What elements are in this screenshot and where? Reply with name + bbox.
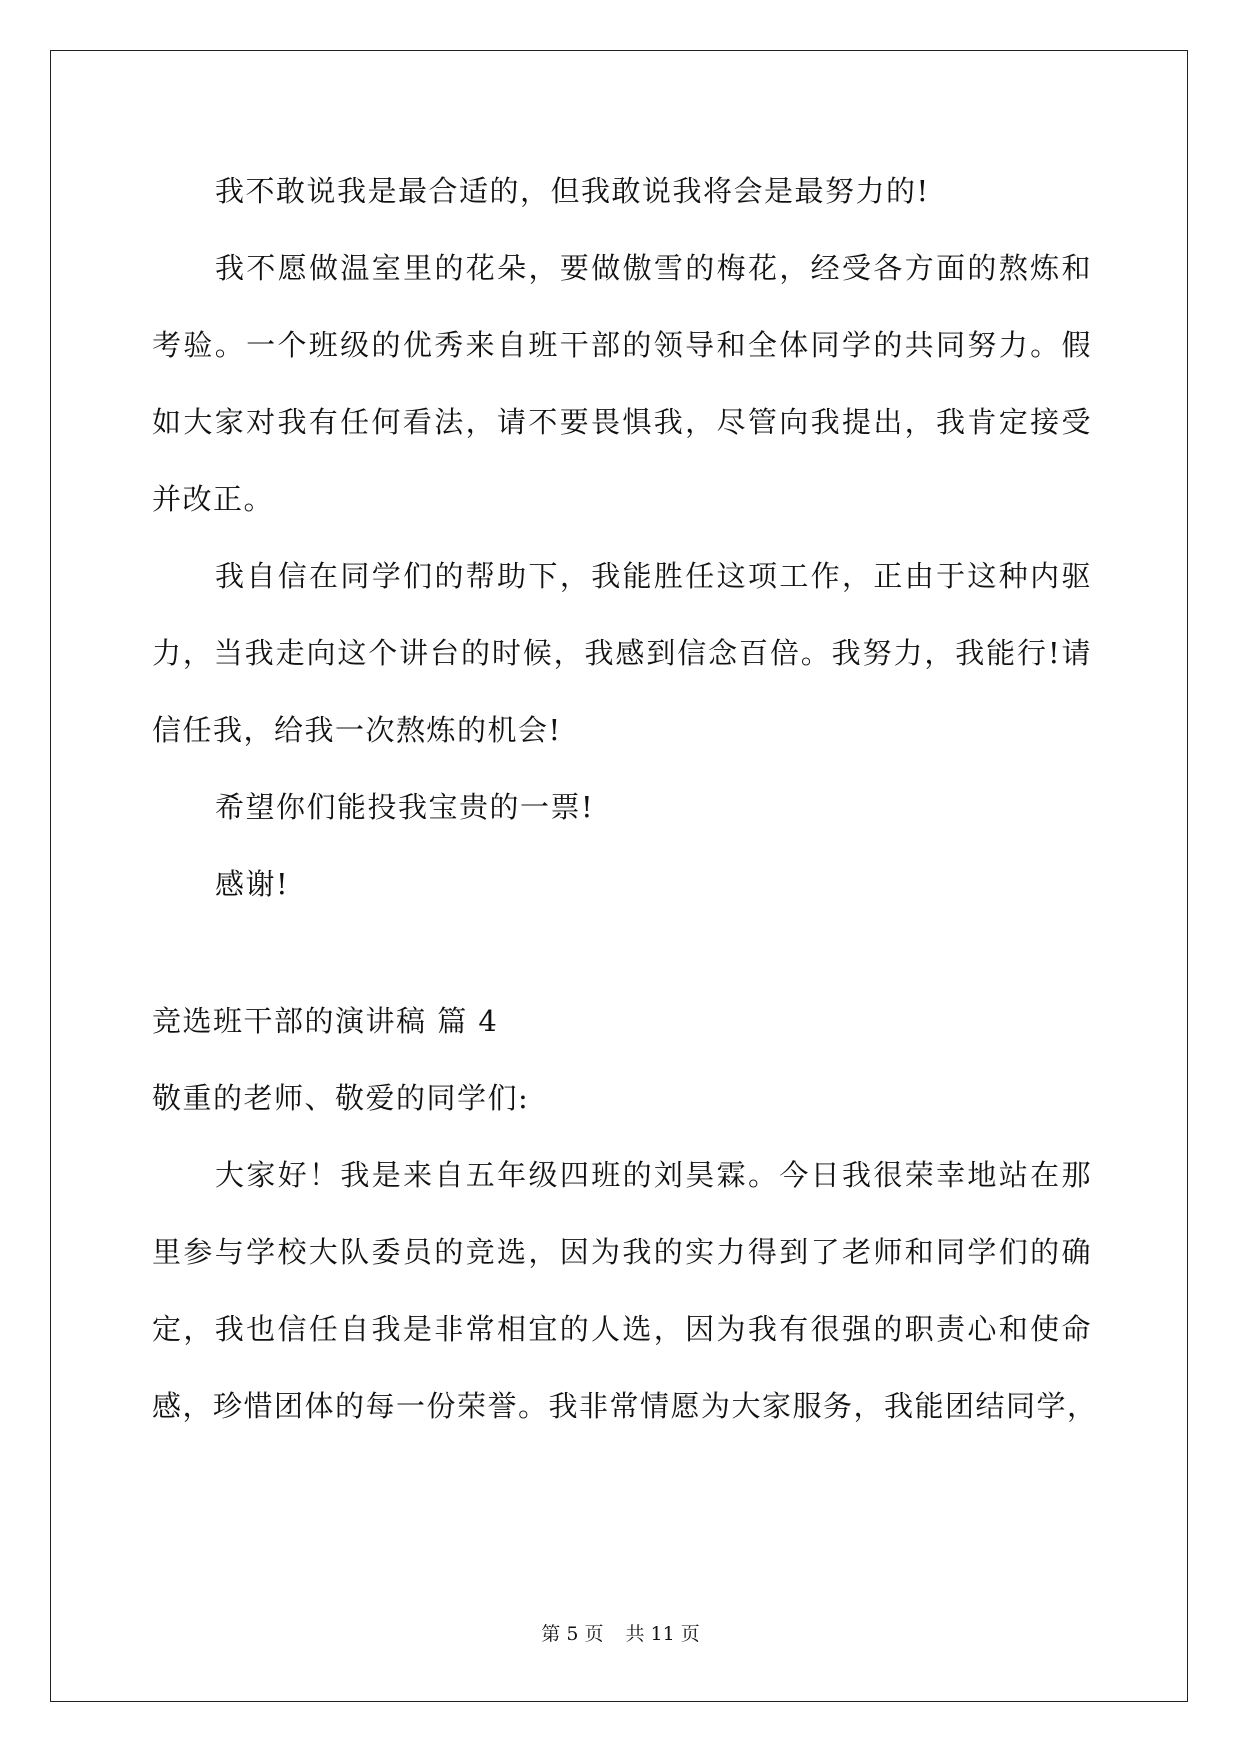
paragraph-line: 如大家对我有任何看法，请不要畏惧我，尽管向我提出，我肯定接受 <box>152 405 1092 439</box>
paragraph-line: 定，我也信任自我是非常相宜的人选，因为我有很强的职责心和使命 <box>152 1312 1092 1346</box>
page-number: 第 5 页 <box>541 1623 604 1645</box>
section-title: 竞选班干部的演讲稿 篇 4 <box>152 1004 499 1038</box>
paragraph-line: 感，珍惜团体的每一份荣誉。我非常情愿为大家服务，我能团结同学， <box>152 1389 1098 1423</box>
paragraph-line: 并改正。 <box>152 482 275 516</box>
paragraph-line: 我自信在同学们的帮助下，我能胜任这项工作，正由于这种内驱 <box>215 559 1092 593</box>
page-footer <box>0 1622 1241 1646</box>
paragraph-line: 我不敢说我是最合适的，但我敢说我将会是最努力的! <box>215 174 930 208</box>
paragraph-line: 里参与学校大队委员的竞选，因为我的实力得到了老师和同学们的确 <box>152 1235 1092 1269</box>
salutation: 敬重的老师、敬爱的同学们: <box>152 1081 530 1115</box>
paragraph-line: 大家好！我是来自五年级四班的刘昊霖。今日我很荣幸地站在那 <box>215 1158 1092 1192</box>
paragraph-line: 信任我，给我一次熬炼的机会! <box>152 713 562 747</box>
paragraph-line: 希望你们能投我宝贵的一票! <box>215 790 595 824</box>
paragraph-line: 我不愿做温室里的花朵，要做傲雪的梅花，经受各方面的熬炼和 <box>215 251 1092 285</box>
paragraph-line: 考验。一个班级的优秀来自班干部的领导和全体同学的共同努力。假 <box>152 328 1092 362</box>
paragraph-line: 力，当我走向这个讲台的时候，我感到信念百倍。我努力，我能行!请 <box>152 636 1092 670</box>
page-total: 共 11 页 <box>625 1623 700 1645</box>
paragraph-line: 感谢! <box>215 867 290 901</box>
